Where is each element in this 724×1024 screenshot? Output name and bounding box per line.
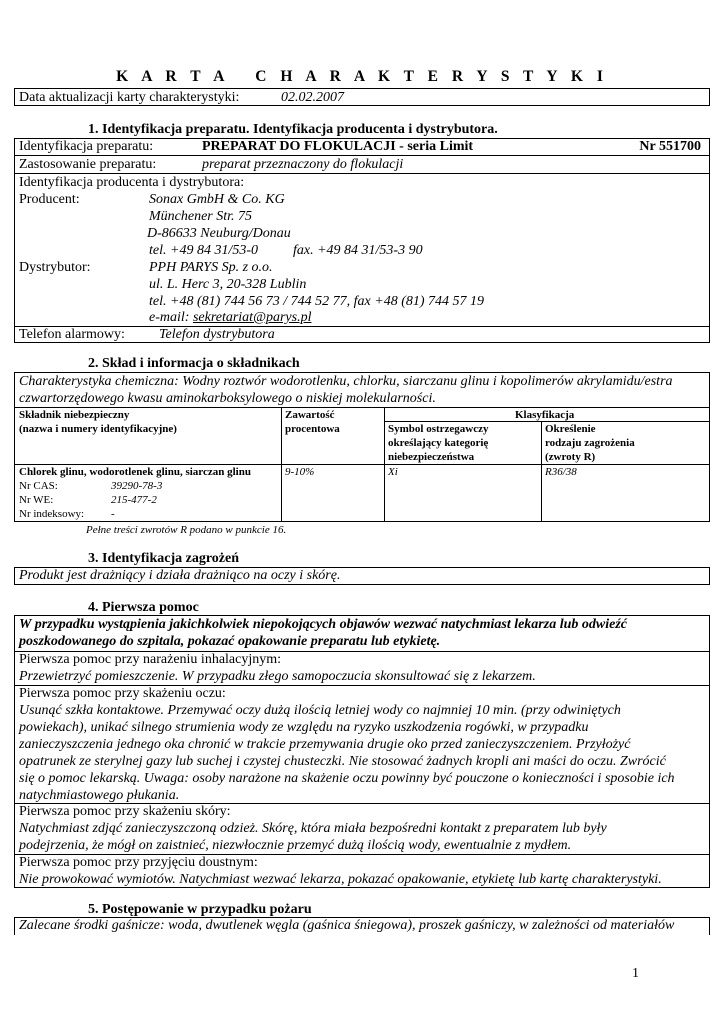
update-date: 02.02.2007 xyxy=(281,90,344,105)
use-value: preparat przeznaczony do flokulacji xyxy=(202,157,404,172)
eye-line: się o pomoc lekarską. Uwaga: osoby narażone na skażenie oczu powinny być pouczone o konieczności i sposobie ich xyxy=(19,771,675,786)
hazard-symbol: Xi xyxy=(388,466,398,478)
warning-line: W przypadku wystąpienia jakichkolwiek niepokojących objawów wezwać natychmiast lekarza lub odwieźć xyxy=(19,617,627,632)
distributor-line: PPH PARYS Sp. z o.o. xyxy=(149,260,273,275)
class-header: Klasyfikacja xyxy=(515,409,575,421)
section-2-heading: 2. Skład i informacja o składnikach xyxy=(88,356,300,371)
fire-text: Zalecane środki gaśnicze: woda, dwutlenek węgla (gaśnica śniegowa), proszek gaśniczy, w zależności od materiałów xyxy=(19,918,675,933)
producer-line: Münchener Str. 75 xyxy=(149,209,253,224)
eye-line: natychmiastowego płukania. xyxy=(19,788,180,803)
warning-line: poszkodowanego do szpitala, pokazać opakowanie preparatu lub etykietę. xyxy=(19,634,441,649)
chem-line: Charakterystyka chemiczna: Wodny roztwór wodorotlenku, chlorku, siarczanu glinu i kopolimerów akrylamidu/estra xyxy=(19,374,673,389)
section-1-heading: 1. Identyfikacja preparatu. Identyfikacja producenta i dystrybutora. xyxy=(88,122,498,137)
distributor-line: tel. +48 (81) 744 56 73 / 744 52 77, fax +48 (81) 744 57 19 xyxy=(149,294,485,309)
hazard-text: Produkt jest drażniący i działa drażniąco na oczy i skórę. xyxy=(19,568,341,583)
cas-label: Nr CAS: xyxy=(19,480,58,492)
phone-label: Telefon alarmowy: xyxy=(19,327,125,342)
use-label: Zastosowanie preparatu: xyxy=(19,157,157,172)
col1-header: (nazwa i numery identyfikacyjne) xyxy=(19,423,177,435)
producer-label: Producent: xyxy=(19,192,80,207)
eye-line: zanieczyszczenia jednego oka chronić w trakcie przemywania drugie oko przed zanieczyszczeniem. Przyłożyć xyxy=(19,737,631,752)
eye-line: powiekach), unikać silnego strumienia wody ze względu na ryzyko uszkodzenia rogówki, w przypadku xyxy=(19,720,589,735)
section-5-heading: 5. Postępowanie w przypadku pożaru xyxy=(88,902,312,917)
producer-line: D-86633 Neuburg/Donau xyxy=(147,226,291,241)
section-3-box xyxy=(14,567,710,585)
producer-line: Sonax GmbH & Co. KG xyxy=(149,192,285,207)
col4-header: rodzaju zagrożenia xyxy=(545,437,635,449)
section-4-box xyxy=(14,615,710,888)
distributor-line: ul. L. Herc 3, 20-328 Lublin xyxy=(149,277,307,292)
page-number: 1 xyxy=(632,966,639,981)
col3-header: niebezpieczeństwa xyxy=(388,451,475,463)
component-name: Chlorek glinu, wodorotlenek glinu, siarczan glinu xyxy=(19,466,251,478)
col3-header: określający kategorię xyxy=(388,437,489,449)
skin-line: podejrzenia, że mógł on zaistnieć, niezwłocznie przemyć dużą ilością wody, ewentualnie z mydłem. xyxy=(19,838,572,853)
r-phrases: R36/38 xyxy=(545,466,577,478)
cas-value: 39290-78-3 xyxy=(111,480,163,492)
email-line xyxy=(149,310,311,326)
we-value: 215-477-2 xyxy=(111,494,157,506)
ingestion-text: Nie prowokować wymiotów. Natychmiast wezwać lekarza, pokazać opakowanie, etykietę lub kartę charakterystyki. xyxy=(19,872,662,887)
skin-label: Pierwsza pomoc przy skażeniu skóry: xyxy=(19,804,231,819)
update-date-box xyxy=(14,88,710,106)
col2-header: Zawartość xyxy=(285,409,335,421)
ingestion-label: Pierwsza pomoc przy przyjęciu doustnym: xyxy=(19,855,258,870)
section-2-box xyxy=(14,372,710,522)
producer-line: tel. +49 84 31/53-0 fax. +49 84 31/53-3 90 xyxy=(149,243,423,258)
email-prefix: e-mail: xyxy=(149,310,193,325)
chem-line: czwartorzędowego kwasu aminokarboksylowego o niskiej molekularności. xyxy=(19,391,436,406)
percentage: 9-10% xyxy=(285,466,315,478)
section-5-box xyxy=(14,917,710,935)
section-4-heading: 4. Pierwsza pomoc xyxy=(88,600,199,615)
eye-line: Usunąć szkła kontaktowe. Przemywać oczy dużą ilością letniej wody co najmniej 10 min. (przy odwiniętych xyxy=(19,703,621,718)
id-label: Identyfikacja preparatu: xyxy=(19,139,154,154)
skin-line: Natychmiast zdjąć zanieczyszczoną odzież. Skórę, która miała bezpośredni kontakt z preparatem lub były xyxy=(19,821,607,836)
update-label: Data aktualizacji karty charakterystyki: xyxy=(19,90,240,105)
section-1-box xyxy=(14,138,710,343)
we-label: Nr WE: xyxy=(19,494,54,506)
document-title: K A R T A C H A R A K T E R Y S T Y K I xyxy=(116,68,608,85)
producer-header: Identyfikacja producenta i dystrybutora: xyxy=(19,175,245,190)
phone-value: Telefon dystrybutora xyxy=(159,327,275,342)
col4-header: (zwroty R) xyxy=(545,451,596,463)
email-link[interactable]: sekretariat@parys.pl xyxy=(192,310,312,325)
distributor-label: Dystrybutor: xyxy=(19,260,91,275)
col3-header: Symbol ostrzegawczy xyxy=(388,423,489,435)
col1-header: Składnik niebezpieczny xyxy=(19,409,130,421)
index-label: Nr indeksowy: xyxy=(19,508,85,520)
index-value: - xyxy=(111,508,115,520)
eye-line: opatrunek ze sterylnej gazy lub suchej i czystej chusteczki. Nie stosować żadnych kropli ani maści do oczu. Zwrócić xyxy=(19,754,666,769)
inhalation-text: Przewietrzyć pomieszczenie. W przypadku złego samopoczucia skonsultować się z lekarzem. xyxy=(19,669,536,684)
col4-header: Określenie xyxy=(545,423,596,435)
col2-header: procentowa xyxy=(285,423,340,435)
eye-label: Pierwsza pomoc przy skażeniu oczu: xyxy=(19,686,226,701)
id-nr: Nr 551700 xyxy=(639,139,701,154)
r-phrases-note: Pełne treści zwrotów R podano w punkcie 16. xyxy=(86,524,287,536)
inhalation-label: Pierwsza pomoc przy narażeniu inhalacyjnym: xyxy=(19,652,282,667)
id-value: PREPARAT DO FLOKULACJI - seria Limit xyxy=(202,139,474,154)
section-3-heading: 3. Identyfikacja zagrożeń xyxy=(88,551,239,566)
